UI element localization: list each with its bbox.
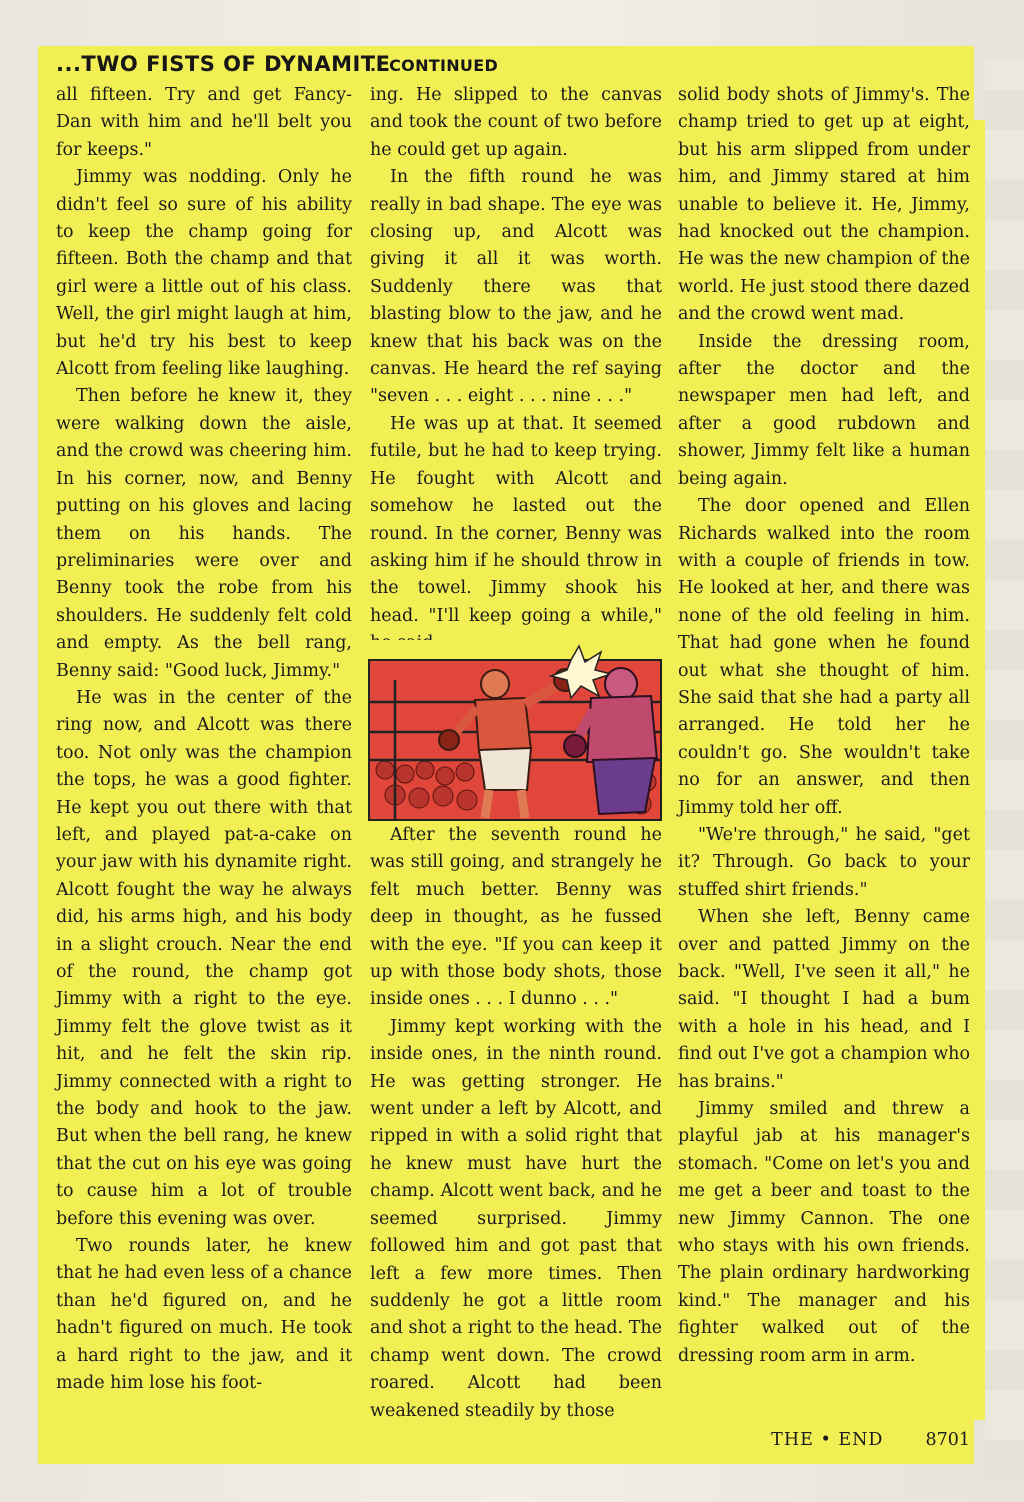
continued-label: ...CONTINUED [370, 56, 499, 75]
paragraph: solid body shots of Jimmy's. The champ tried to get up at eight, but his arm slipped from under him, and Jimmy stared at him unable to believe it. He, Jimmy, had knocked out the champion. He was the new champion of the world. He just stood there dazed and the crowd went mad. [678, 85, 970, 325]
paragraph: He was in the center of the ring now, and Alcott was there too. Not only was the champion the tops, he was a good fighter. He kept you out there with that left, and played pat-a-cake on your jaw with his dynamite right. Alcott fought the way he always did, his arms high, and his body in a slight crouch. Near the end of the round, the champ got Jimmy with a right to the eye. Jimmy felt the glove twist as it hit, and he felt the skin rip. Jimmy connected with a right to the body and hook to the jaw. But when the bell rang, he knew that the cut on his eye was going to cause him a lot of trouble before this evening was over. [56, 687, 352, 1229]
boxing-panel-illustration [355, 640, 667, 822]
paragraph: Jimmy smiled and threw a playful jab at his manager's stomach. "Come on let's you and me get a beer and toast to the new Jimmy Cannon. The one who stays with his own friends. The plain ordinary hardworking kind." The manager and his fighter walked out of the dressing room arm in arm. [678, 1099, 970, 1366]
text-column-2-bottom [370, 822, 662, 1425]
paragraph: Jimmy kept working with the inside ones, in the ninth round. He was getting stronger. He went under a left by Alcott, and ripped in with a solid right that he knew must have hurt the champ. Alcott went back, and he seemed surprised. Jimmy followed him and got past that left a few more times. Then suddenly he got a little room and shot a right to the head. The champ went down. The crowd roared. Alcott had been weakened steadily by those [370, 1016, 662, 1421]
paragraph: "We're through," he said, "get it? Through. Go back to your stuffed shirt friends." [678, 824, 970, 900]
paragraph: all fifteen. Try and get Fancy-Dan with him and he'll belt you for keeps." [56, 85, 352, 160]
paragraph: When she left, Benny came over and patted Jimmy on the back. "Well, I've seen it all," he said. "I thought I had a bum with a hole in his head, and I find out I've got a champion who has brains." [678, 907, 970, 1092]
the-end-label: THE • END [771, 1430, 884, 1450]
paragraph: The door opened and Ellen Richards walked into the room with a couple of friends in tow. He looked at her, and there was none of the old feeling in him. That had gone when he found out what she thought of him. She said that she had a party all arranged. He told her he couldn't go. She wouldn't take no for an answer, and then Jimmy told her off. [678, 496, 970, 818]
text-column-3 [678, 82, 970, 1370]
story-title: ...TWO FISTS OF DYNAMITE [56, 52, 391, 76]
page-edge-bleed [985, 60, 1024, 1480]
paragraph: He was up at that. It seemed futile, but he had to keep trying. He fought with Alcott and somehow he lasted out the round. In the corner, Benny was asking him if he should throw in the towel. Jimmy shook his head. "I'll keep going a while," [370, 413, 662, 626]
paragraph: In the fifth round he was really in bad shape. The eye was closing up, and Alcott was giving it all it was worth. Suddenly there was that blasting blow to the jaw, and he knew that his back was on the canvas. He heard the ref saying "seven . . . eight . . . nine . . ." [370, 167, 662, 407]
paragraph: Jimmy was nodding. Only he didn't feel so sure of his ability to keep the champ going for fifteen. Both the champ and that girl were a little out of his class. Well, the girl might laugh at him, but he'd try his best to keep Alcott from feeling like laughing. [56, 167, 352, 380]
paragraph: Two rounds later, he knew that he had even less of a chance than he'd figured on, and he hadn't figured on much. He took a hard right to the jaw, and it made him lose his foot- [56, 1236, 352, 1394]
paragraph: Then before he knew it, they were walking down the aisle, and the crowd was cheering him. In his corner, now, and Benny putting on his gloves and lacing them on his hands. The preliminaries were over and Benny took the robe from his shoulders. He suddenly felt cold and empty. As the bell rang, Benny said: "Good luck, Jimmy." [56, 386, 352, 681]
boxing-illustration-icon [355, 640, 667, 822]
text-column-1 [56, 82, 352, 1398]
page-code: 8701 [925, 1430, 970, 1450]
paragraph: ing. He slipped to the canvas and took the count of two before he could get up again. [370, 85, 662, 160]
text-column-2-top [370, 82, 662, 658]
paragraph: Inside the dressing room, after the doctor and the newspaper men had left, and after a good rubdown and shower, Jimmy felt like a human being again. [678, 331, 970, 489]
story-footer [678, 1430, 970, 1450]
paragraph: After the seventh round he was still going, and strangely he felt much better. Benny was deep in thought, as he fussed with the eye. "If you can keep it up with those body shots, those inside ones . . . I dunno . . ." [370, 825, 662, 1010]
